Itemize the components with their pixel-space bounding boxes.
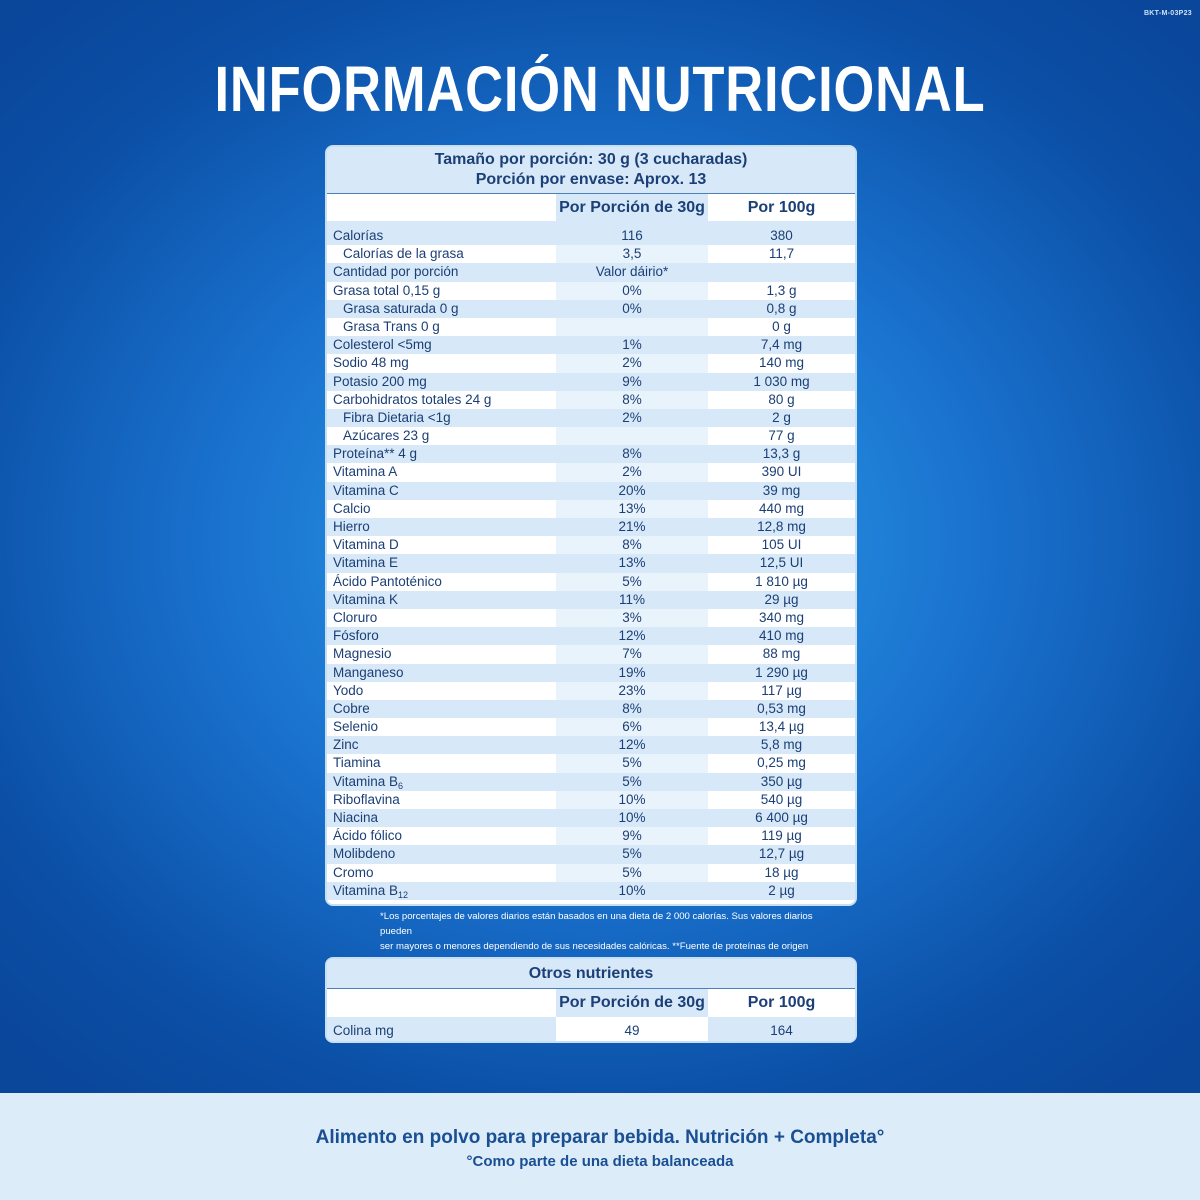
subscript: 6 — [398, 780, 404, 791]
portion-value: 9% — [622, 373, 642, 389]
portion-value: 8% — [622, 446, 642, 462]
nutrient-name: Carbohidratos totales 24 g — [333, 391, 492, 407]
portion-value: 11% — [618, 591, 646, 607]
nutrient-name: Colesterol <5mg — [333, 337, 432, 353]
table-row — [327, 245, 855, 263]
per100-value: 1,3 g — [766, 282, 797, 298]
other-nutrient-rows — [327, 1017, 855, 1043]
table-row — [327, 573, 855, 591]
nutrient-name: Riboflavina — [333, 791, 400, 807]
table-row — [327, 482, 855, 500]
table-row — [327, 463, 855, 481]
table-row — [327, 809, 855, 827]
per100-value: 88 mg — [762, 646, 801, 662]
column-header-portion: Por Porción de 30g — [556, 194, 708, 221]
per100-value: 105 UI — [761, 537, 802, 553]
table-row — [327, 609, 855, 627]
other-nutrients-header: Otros nutrientes — [327, 959, 855, 989]
table-row — [327, 791, 855, 809]
per100-value: 164 — [770, 1023, 793, 1038]
per100-value: 2 µg — [768, 882, 795, 898]
per100-value: 440 mg — [758, 500, 805, 516]
nutrient-name: Vitamina K — [333, 591, 399, 607]
portion-value: 5% — [556, 573, 708, 591]
per100-value: 390 UI — [761, 464, 802, 480]
per100-value: 0,53 mg — [757, 700, 806, 716]
per100-value: 540 µg — [760, 791, 803, 807]
table-row — [327, 864, 855, 882]
nutrient-name: Selenio — [333, 719, 379, 735]
table-row — [327, 664, 855, 682]
nutrient-name: Ácido Pantoténico — [333, 573, 442, 589]
per100-value: 5,8 mg — [760, 737, 803, 753]
other-column-headers — [327, 989, 855, 1017]
portion-value: 10% — [618, 882, 646, 898]
per100-value: 119 µg — [761, 828, 802, 844]
portion-value: 10% — [556, 791, 708, 809]
footnote-line-1: *Los porcentajes de valores diarios están basados en una dieta de 2 000 calorías. Sus valores diarios pueden — [380, 911, 813, 937]
table-row — [327, 500, 855, 518]
table-row — [327, 773, 855, 791]
nutrient-name: Cromo — [333, 864, 374, 880]
portion-value: 23% — [556, 682, 708, 700]
table-row — [327, 754, 855, 772]
table-row — [327, 427, 855, 445]
table-row — [327, 282, 855, 300]
portion-value: 10% — [618, 810, 646, 825]
per100-value: 0 g — [772, 318, 791, 334]
other-column-header-name — [327, 989, 556, 1017]
nutrient-name: Yodo — [333, 682, 364, 698]
per100-value: 2 g — [772, 409, 791, 425]
table-row — [327, 263, 855, 281]
per100-value: 1 810 µg — [755, 573, 808, 589]
serving-header — [327, 147, 855, 194]
per100-value: 1 290 µg — [755, 664, 808, 680]
nutrient-name: Manganeso — [333, 664, 404, 680]
nutrient-name: Vitamina A — [333, 464, 398, 480]
table-row — [327, 882, 855, 900]
per100-value: 13,3 g — [762, 446, 801, 462]
nutrient-name: Calorías de la grasa — [343, 246, 464, 262]
per100-value: 12,7 µg — [758, 846, 805, 862]
per100-value — [708, 263, 855, 281]
nutrient-name: Vitamina E — [333, 555, 399, 571]
footnote-line-2: ser mayores o menores dependiendo de sus necesidades calóricas. **Fuente de proteínas de origen — [380, 941, 809, 952]
portion-value: 1% — [622, 337, 642, 353]
per100-value: 13,4 µg — [758, 719, 805, 735]
table-row — [327, 227, 855, 245]
nutrient-name: Colina mg — [333, 1023, 394, 1038]
nutrient-name: Vitamina D — [333, 537, 399, 553]
nutrient-name: Molibdeno — [333, 846, 396, 862]
portion-value: 5% — [622, 846, 642, 862]
portion-value: 49 — [556, 1017, 708, 1043]
nutrient-name: Cantidad por porción — [333, 264, 459, 280]
nutrient-name: Tiamina — [333, 755, 381, 771]
portion-value: 0% — [622, 300, 642, 316]
nutrient-name: Vitamina C — [333, 482, 399, 498]
column-headers — [327, 194, 855, 221]
slogan-note: °Como parte de una dieta balanceada — [466, 1153, 734, 1170]
nutrient-name: Fósforo — [333, 628, 379, 644]
nutrient-name: Hierro — [333, 519, 370, 534]
table-row — [327, 645, 855, 663]
portion-value: 5% — [556, 754, 708, 772]
table-row — [327, 300, 855, 318]
other-nutrients-panel — [325, 957, 857, 1043]
per100-value: 7,4 mg — [760, 337, 803, 353]
per100-value: 29 µg — [764, 591, 799, 607]
per100-value: 39 mg — [762, 482, 801, 498]
per100-value: 140 mg — [758, 355, 805, 371]
table-row — [327, 318, 855, 336]
per100-value: 0,25 mg — [757, 755, 806, 771]
other-column-header-portion: Por Porción de 30g — [556, 989, 708, 1017]
nutrient-name: Cobre — [333, 700, 370, 716]
portion-value: 2% — [622, 409, 642, 425]
per100-value: 410 mg — [758, 628, 805, 644]
table-row — [327, 845, 855, 863]
per100-value: 77 g — [768, 428, 795, 444]
portion-value: 12% — [618, 628, 646, 644]
portion-value: 0% — [556, 282, 708, 300]
subscript: 12 — [398, 889, 409, 900]
nutrient-name: Grasa Trans 0 g — [343, 318, 440, 334]
portion-value: 5% — [556, 864, 708, 882]
table-row — [327, 554, 855, 572]
table-row — [327, 827, 855, 845]
nutrient-name: Sodio 48 mg — [333, 355, 409, 371]
per100-value: 380 — [770, 228, 793, 243]
table-row — [327, 354, 855, 372]
portion-value: 2% — [556, 354, 708, 372]
nutrient-rows — [327, 227, 855, 900]
portion-value — [556, 318, 708, 336]
nutrient-name: Grasa saturada 0 g — [343, 300, 459, 316]
nutrient-name: Grasa total 0,15 g — [333, 282, 441, 298]
portion-value: 116 — [621, 228, 643, 243]
nutrient-name: Magnesio — [333, 646, 392, 662]
table-row — [327, 336, 855, 354]
table-row — [327, 591, 855, 609]
nutrient-name: Vitamina $B_6$ — [333, 773, 404, 791]
per100-value: 12,8 mg — [757, 519, 806, 534]
portion-value: 3,5 — [556, 245, 708, 263]
per100-value: 350 µg — [760, 773, 803, 789]
portion-value: 20% — [618, 482, 646, 498]
portion-value: 8% — [622, 700, 642, 716]
table-row — [327, 682, 855, 700]
per100-value: 117 µg — [761, 682, 802, 698]
table-row — [327, 718, 855, 736]
nutrient-name: Calorías — [333, 228, 384, 243]
product-code: BKT-M-03P23 — [1143, 10, 1192, 17]
table-row — [327, 536, 855, 554]
table-row — [327, 373, 855, 391]
nutrient-name: Proteína** 4 g — [333, 446, 418, 462]
per100-value: 18 µg — [764, 864, 799, 880]
portion-value: 12% — [618, 737, 646, 753]
table-row — [327, 627, 855, 645]
portion-value: 3% — [556, 609, 708, 627]
table-row — [327, 518, 855, 536]
portion-value: Valor dáirio* — [595, 264, 669, 280]
column-header-name — [327, 194, 556, 221]
slogan: Alimento en polvo para preparar bebida. Nutrición + Completa° — [315, 1127, 885, 1148]
table-row — [327, 700, 855, 718]
table-row — [327, 391, 855, 409]
table-row — [327, 445, 855, 463]
servings-per-container: Porción por envase: Aprox. 13 — [475, 171, 707, 188]
serving-size: Tamaño por porción: 30 g (3 cucharadas) — [434, 151, 748, 168]
portion-value: 21% — [618, 519, 646, 534]
nutrient-name: Azúcares 23 g — [343, 428, 430, 444]
table-row — [327, 1017, 855, 1043]
per100-value: 0,8 g — [766, 300, 797, 316]
column-header-per100: Por 100g — [747, 199, 816, 216]
nutrition-facts-panel — [325, 145, 857, 906]
portion-value: 5% — [622, 773, 642, 789]
portion-value: 13% — [556, 500, 708, 518]
page-title: INFORMACIÓN NUTRICIONAL — [214, 53, 986, 125]
nutrient-name: Fibra Dietaria <1g — [343, 409, 451, 425]
nutrient-name: Niacina — [333, 810, 379, 825]
per100-value: 340 mg — [758, 609, 805, 625]
portion-value: 8% — [556, 391, 708, 409]
per100-value: 1 030 mg — [753, 373, 810, 389]
nutrient-name: Vitamina $B_{12}$ — [333, 882, 409, 900]
table-row — [327, 736, 855, 754]
portion-value: 8% — [556, 536, 708, 554]
nutrient-name: Potasio 200 mg — [333, 373, 427, 389]
portion-value: 13% — [618, 555, 646, 571]
table-row — [327, 409, 855, 427]
per100-value: 11,7 — [768, 246, 795, 262]
nutrient-name: Cloruro — [333, 609, 378, 625]
per100-value: 80 g — [768, 391, 795, 407]
nutrient-name: Calcio — [333, 500, 371, 516]
portion-value: 19% — [618, 664, 646, 680]
nutrient-name: Ácido fólico — [333, 828, 403, 844]
nutrient-name: Zinc — [333, 737, 359, 753]
portion-value: 9% — [556, 827, 708, 845]
other-column-header-per100: Por 100g — [747, 994, 816, 1011]
portion-value: 7% — [556, 645, 708, 663]
portion-value: 6% — [556, 718, 708, 736]
portion-value — [556, 427, 708, 445]
portion-value: 2% — [556, 463, 708, 481]
per100-value: 6 400 µg — [755, 810, 808, 825]
per100-value: 12,5 UI — [759, 555, 804, 571]
